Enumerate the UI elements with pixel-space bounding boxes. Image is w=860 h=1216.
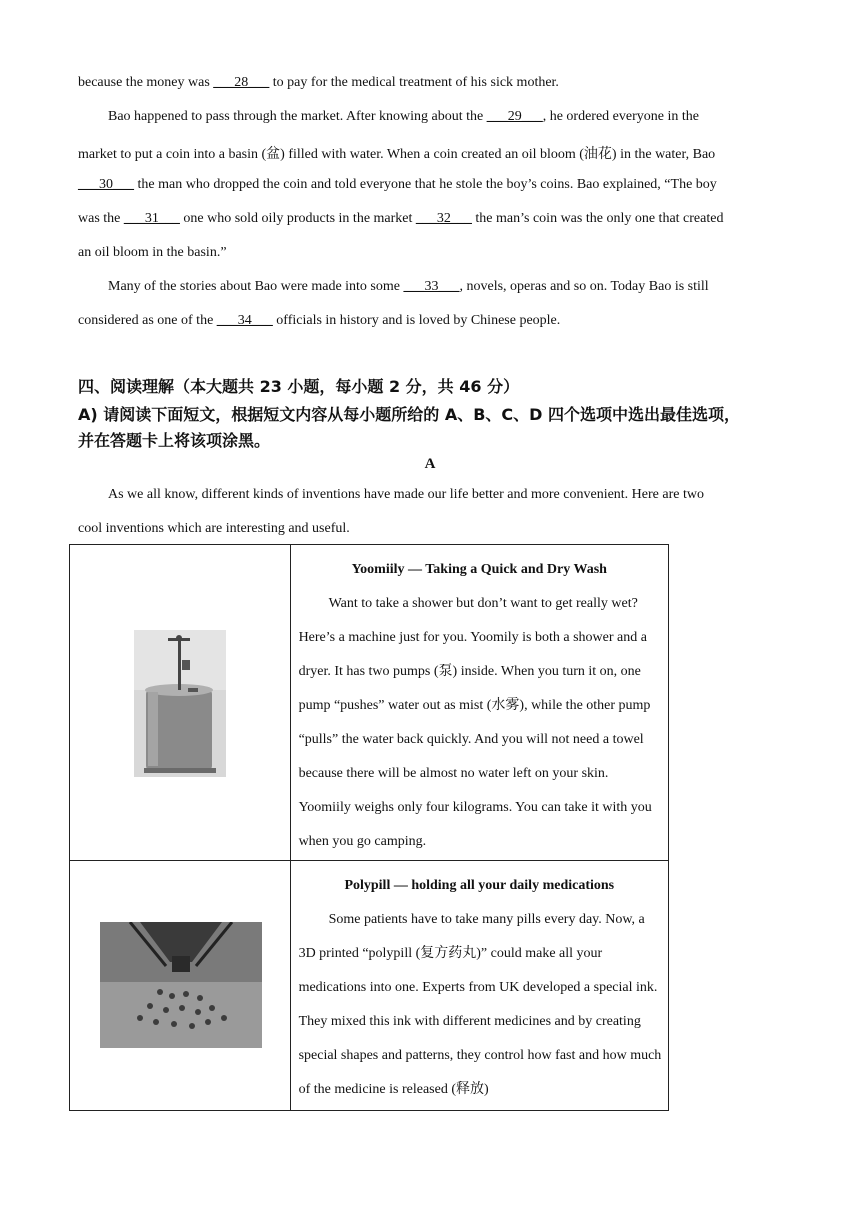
invention-title: Polypill — holding all your daily medications (344, 878, 615, 893)
passage-line-2 (108, 109, 699, 125)
text: , novels, operas and so on. Today Bao is still (459, 279, 709, 294)
table-row (70, 861, 669, 1111)
blank-29[interactable]: ___29___ (486, 109, 543, 124)
text: because the money was (78, 75, 214, 90)
blank-32[interactable]: ___32___ (415, 211, 472, 226)
invention-description: Some patients have to take many pills every day. Now, a 3D printed “polypill (复方药丸)” could make all your medications into one. Experts from UK developed a special ink. They mixed this ink with different medicines and by creating special shapes and patterns, they control how fast and how much of the medicine is released (释放) (298, 912, 662, 1097)
blank-33[interactable]: ___33___ (403, 279, 460, 294)
text: Bao happened to pass through the market. After knowing about the (108, 109, 487, 124)
text: the man’s coin was the only one that created (471, 211, 724, 226)
image-cell (70, 545, 291, 861)
text-cell (290, 545, 668, 861)
text: market to put a coin into a basin (盆) filled with water. When a coin created an oil bloom (油花) in the water, Bao (78, 147, 716, 162)
passage-line-8 (78, 313, 560, 329)
text: one who sold oily products in the market (179, 211, 416, 226)
text: to pay for the medical treatment of his sick mother. (269, 75, 559, 90)
intro-line-1: As we all know, different kinds of inventions have made our life better and more convenient. Here are two (108, 487, 704, 502)
passage-line-3 (78, 143, 715, 163)
instruction-line-1: A) 请阅读下面短文，根据短文内容从每小题所给的 A、B、C、D 四个选项中选出最佳选项， (78, 405, 741, 424)
intro-line-2: cool inventions which are interesting and useful. (78, 521, 350, 536)
polypill-printer-image (100, 922, 262, 1048)
part-title: A (424, 456, 436, 472)
text-cell (290, 861, 668, 1111)
invention-description: Want to take a shower but don’t want to get really wet? Here’s a machine just for you. Yoomily is both a shower and a dryer. It has two pumps (泵) inside. When you turn it on, one pump “pushes” water out as mist (水雾), while the other pump “pulls” the water back quickly. And you will not need a towel because there will be almost no water left on your skin. Yoomiily weighs only four kilograms. You can take it with you when you go camping. (298, 596, 652, 849)
text: Many of the stories about Bao were made into some (108, 279, 404, 294)
yoomiily-machine-image (134, 630, 226, 777)
invention-title: Yoomiily — Taking a Quick and Dry Wash (351, 562, 607, 577)
passage-line-6 (78, 245, 227, 261)
section-heading: 四、阅读理解（本大题共 23 小题，每小题 2 分，共 46 分） (78, 377, 520, 396)
text: was the (78, 211, 124, 226)
blank-28[interactable]: ___28___ (213, 75, 270, 90)
blank-30[interactable]: ___30___ (78, 177, 134, 192)
image-cell (70, 861, 291, 1111)
text: officials in history and is loved by Chinese people. (272, 313, 561, 328)
text: the man who dropped the coin and told everyone that he stole the boy’s coins. Bao explained, “The boy (134, 177, 717, 192)
passage-line-4 (78, 177, 717, 193)
text: , he ordered everyone in the (542, 109, 699, 124)
passage-line-1 (78, 75, 559, 91)
table-row (70, 545, 669, 861)
passage-line-5 (78, 211, 723, 227)
passage-line-7 (108, 279, 709, 295)
instruction-line-2: 并在答题卡上将该项涂黑。 (78, 431, 271, 450)
text: considered as one of the (78, 313, 217, 328)
blank-31[interactable]: ___31___ (123, 211, 180, 226)
text: an oil bloom in the basin.” (78, 245, 227, 260)
inventions-table (69, 544, 669, 1111)
blank-34[interactable]: ___34___ (216, 313, 273, 328)
